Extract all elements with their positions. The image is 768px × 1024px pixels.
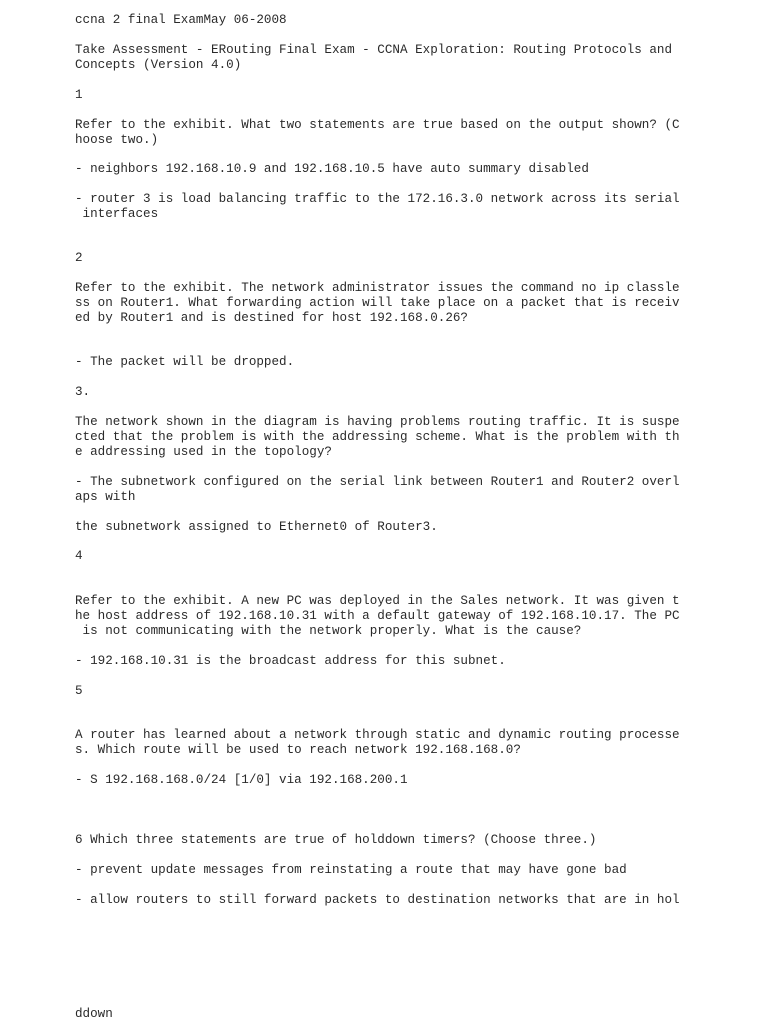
question-4-text-line-2: he host address of 192.168.10.31 with a default gateway of 192.168.10.17. The PC [75, 609, 680, 623]
question-3-answer-line-2: aps with [75, 490, 136, 504]
document-subtitle-line-1: Take Assessment - ERouting Final Exam - CCNA Exploration: Routing Protocols and [75, 43, 673, 57]
question-6-answer-2-continued: ddown [75, 1007, 113, 1021]
question-3-text-line-3: e addressing used in the topology? [75, 445, 332, 459]
question-6-text: 6 Which three statements are true of holddown timers? (Choose three.) [75, 833, 597, 847]
question-3-text-line-1: The network shown in the diagram is having problems routing traffic. It is suspe [75, 415, 680, 429]
question-2-answer: - The packet will be dropped. [75, 355, 295, 369]
document-header: ccna 2 final ExamMay 06-2008 [75, 13, 287, 27]
question-6-answer-1: - prevent update messages from reinstating a route that may have gone bad [75, 863, 627, 877]
question-5-text-line-1: A router has learned about a network through static and dynamic routing processe [75, 728, 680, 742]
question-6-answer-2: - allow routers to still forward packets to destination networks that are in hol [75, 893, 680, 907]
question-3-answer-continued: the subnetwork assigned to Ethernet0 of Router3. [75, 520, 438, 534]
question-1-text-line-1: Refer to the exhibit. What two statements are true based on the output shown? (C [75, 118, 680, 132]
question-4-answer: - 192.168.10.31 is the broadcast address for this subnet. [75, 654, 506, 668]
document-subtitle-line-2: Concepts (Version 4.0) [75, 58, 242, 72]
question-5-number: 5 [75, 684, 83, 698]
question-1-text-line-2: hoose two.) [75, 133, 159, 147]
question-3-text-line-2: cted that the problem is with the addressing scheme. What is the problem with th [75, 430, 680, 444]
question-2-text-line-3: ed by Router1 and is destined for host 192.168.0.26? [75, 311, 468, 325]
question-2-number: 2 [75, 251, 83, 265]
question-1-answer-2-line-2: interfaces [75, 207, 159, 221]
question-4-number: 4 [75, 549, 83, 563]
question-4-text-line-1: Refer to the exhibit. A new PC was deployed in the Sales network. It was given t [75, 594, 680, 608]
question-2-text-line-1: Refer to the exhibit. The network administrator issues the command no ip classle [75, 281, 680, 295]
question-4-text-line-3: is not communicating with the network properly. What is the cause? [75, 624, 582, 638]
question-5-answer: - S 192.168.168.0/24 [1/0] via 192.168.200.1 [75, 773, 408, 787]
question-5-text-line-2: s. Which route will be used to reach network 192.168.168.0? [75, 743, 521, 757]
question-1-answer-2-line-1: - router 3 is load balancing traffic to the 172.16.3.0 network across its serial [75, 192, 680, 206]
question-3-answer-line-1: - The subnetwork configured on the serial link between Router1 and Router2 overl [75, 475, 680, 489]
question-3-number: 3. [75, 385, 91, 399]
question-1-answer-1: - neighbors 192.168.10.9 and 192.168.10.5 have auto summary disabled [75, 162, 589, 176]
question-1-number: 1 [75, 88, 83, 102]
question-2-text-line-2: ss on Router1. What forwarding action will take place on a packet that is receiv [75, 296, 680, 310]
